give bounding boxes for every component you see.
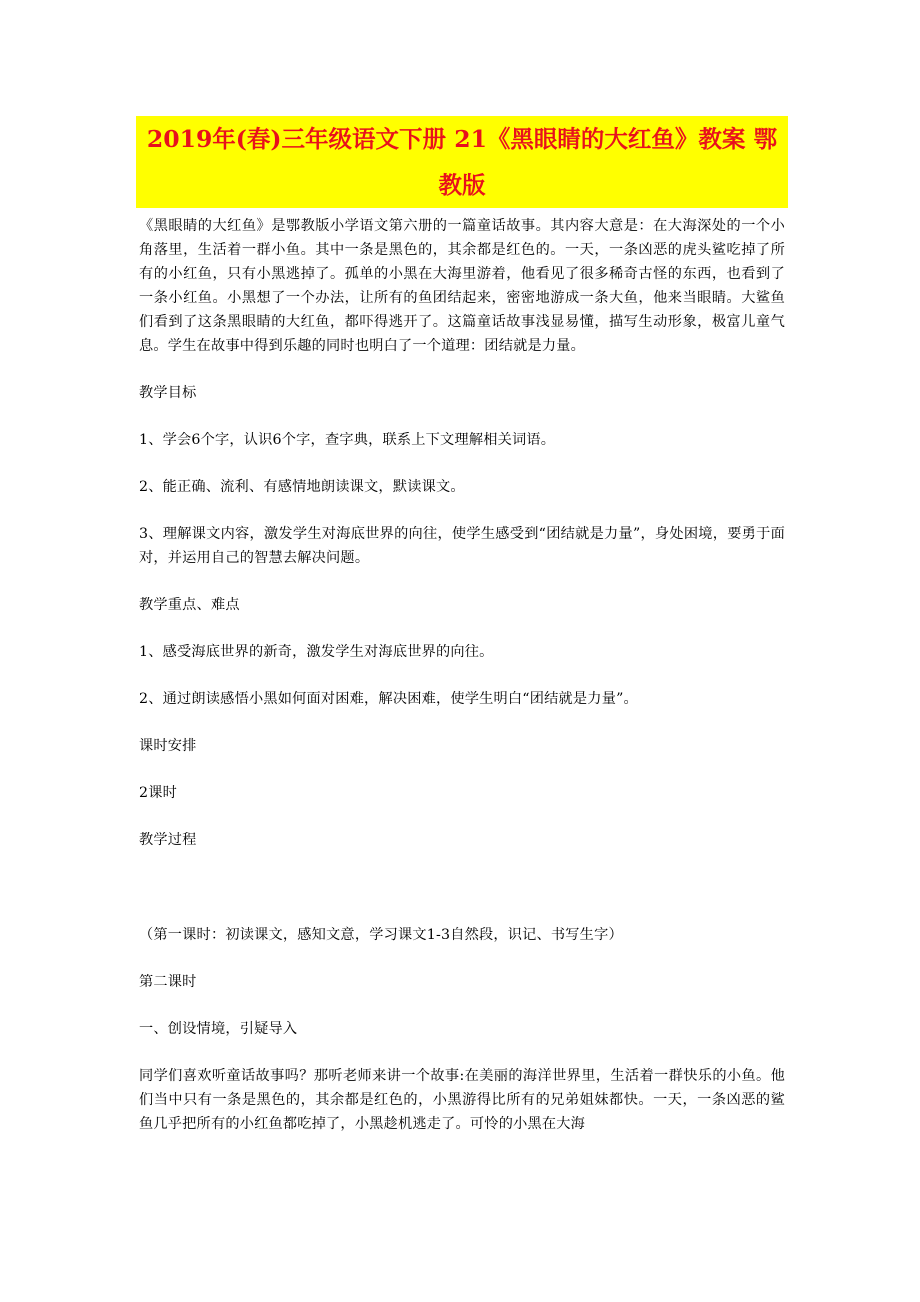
document-title [136, 116, 788, 208]
objective-item-1: 1、学会6个字，认识6个字，查字典，联系上下文理解相关词语。 [139, 432, 556, 448]
section-heading-process: 教学过程 [139, 832, 197, 848]
title-block [136, 116, 788, 208]
key-point-item-2: 2、通过朗读感悟小黑如何面对困难，解决困难，使学生明白“团结就是力量”。 [139, 691, 638, 707]
document-page [139, 116, 785, 1136]
schedule-value: 2课时 [139, 785, 178, 801]
objective-item-2: 2、能正确、流利、有感情地朗读课文，默读课文。 [139, 479, 465, 495]
step-heading-1: 一、创设情境，引疑导入 [139, 1021, 298, 1037]
section-heading-schedule: 课时安排 [139, 738, 197, 754]
section-heading-objectives: 教学目标 [139, 385, 197, 401]
document-title-text: 2019年(春)三年级语文下册 21《黑眼睛的大红鱼》教案 鄂教版 [146, 125, 778, 199]
first-lesson-note: （第一课时：初读课文，感知文意，学习课文1-3自然段，识记、书写生字） [139, 927, 623, 943]
story-paragraph: 同学们喜欢听童话故事吗？那听老师来讲一个故事:在美丽的海洋世界里，生活着一群快乐的小鱼。他们当中只有一条是黑色的，其余都是红色的，小黑游得比所有的兄弟姐妹都快。一天，一条凶恶的鲨鱼几乎把所有的小红鱼都吃掉了，小黑趁机逃走了。可怜的小黑在大海 [139, 1068, 785, 1132]
section-heading-key-points: 教学重点、难点 [139, 597, 240, 613]
second-lesson-heading: 第二课时 [139, 974, 197, 990]
objective-item-3: 3、理解课文内容，激发学生对海底世界的向往，使学生感受到“团结就是力量”，身处困境，要勇于面对，并运用自己的智慧去解决问题。 [139, 526, 785, 566]
intro-paragraph: 《黑眼睛的大红鱼》是鄂教版小学语文第六册的一篇童话故事。其内容大意是：在大海深处的一个小角落里，生活着一群小鱼。其中一条是黑色的，其余都是红色的。一天，一条凶恶的虎头鲨吃掉了所有的小红鱼，只有小黑逃掉了。孤单的小黑在大海里游着，他看见了很多稀奇古怪的东西，也看到了一条小红鱼。小黑想了一个办法，让所有的鱼团结起来，密密地游成一条大鱼，他来当眼睛。大鲨鱼们看到了这条黑眼睛的大红鱼，都吓得逃开了。这篇童话故事浅显易懂，描写生动形象，极富儿童气息。学生在故事中得到乐趣的同时也明白了一个道理：团结就是力量。 [139, 218, 785, 354]
key-point-item-1: 1、感受海底世界的新奇，激发学生对海底世界的向往。 [139, 644, 494, 660]
